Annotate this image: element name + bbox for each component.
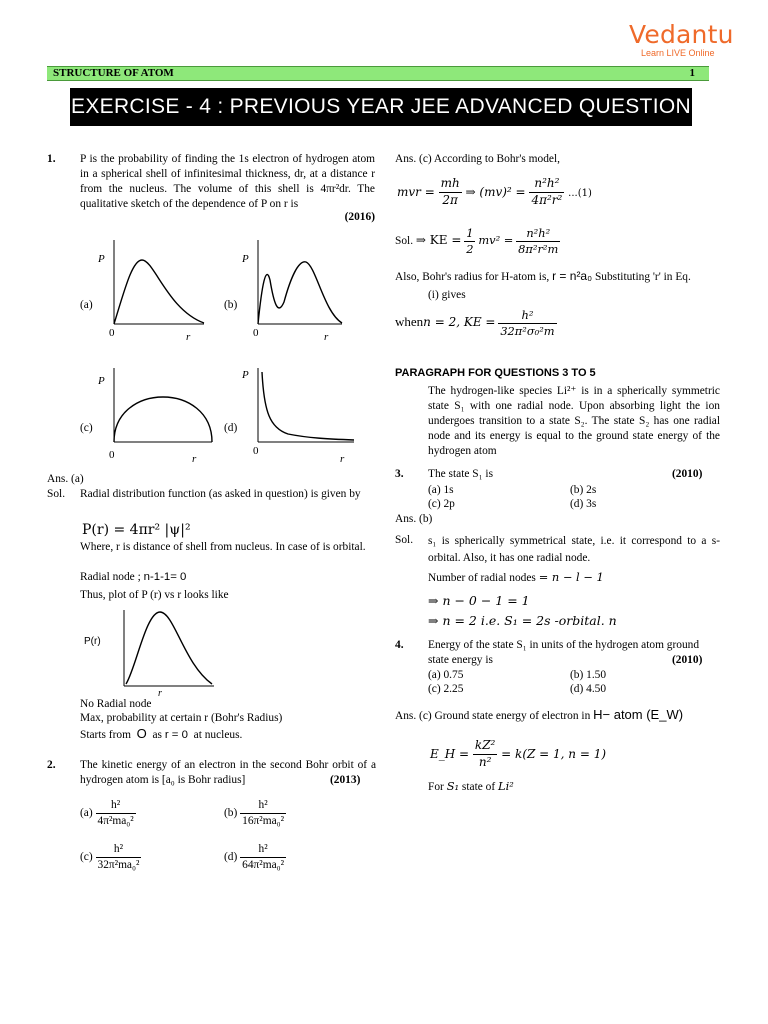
sol1-radial-node-value: n-1-1= 0 (143, 571, 187, 583)
plot-b-origin: 0 (253, 327, 259, 339)
brand-logo (629, 20, 734, 60)
q1-option-d-label: (d) (224, 422, 238, 434)
sol1-starts-o: O (136, 726, 147, 741)
plot-b-xlabel: r (324, 331, 329, 343)
q2-option-a (80, 798, 136, 829)
q2-option-b-label: (b) (224, 807, 238, 820)
q4-text: Energy of the state S₁ in units of the hydrogen atom ground state energy is (428, 639, 700, 667)
plot-b (241, 240, 342, 343)
q4-for-state: state of (461, 781, 496, 793)
q4-answer-atom: H− atom (E_W) (593, 707, 684, 722)
q2-option-d (224, 842, 286, 873)
ans2-ke (395, 226, 560, 257)
ans2-eq1 (397, 176, 592, 209)
ans2-radius: r = n²a₀ (552, 269, 593, 283)
q2-option-b (224, 798, 286, 829)
ans2-eq1-f2d: 4π²r² (531, 192, 563, 207)
ans2-ke-f1n: 1 (464, 226, 475, 242)
q3-sol-line2-eq: = n − l − 1 (538, 570, 604, 584)
ans2-ke-f1d: 2 (466, 242, 474, 257)
sol1-line1: Radial distribution function (as asked in question) is given by (80, 488, 361, 500)
plot-d (241, 368, 354, 465)
q3-number: 3. (395, 468, 404, 480)
ans2-when-fn: h² (498, 308, 556, 324)
q3-option-d: (d) 3s (570, 498, 597, 510)
q4-for (428, 779, 514, 795)
ans2-when-fd: 32π²σ₀²m (500, 324, 555, 339)
q2-option-b-den: 16π²ma₀² (242, 815, 285, 828)
q3-option-c: (c) 2p (428, 498, 455, 510)
plot-d-origin: 0 (253, 445, 259, 457)
q1-option-plots (92, 232, 392, 468)
exercise-banner: EXERCISE - 4 : PREVIOUS YEAR JEE ADVANCED QUESTION (70, 88, 692, 126)
ans2-eq1-tag: ...(1) (568, 187, 592, 199)
q3-sol-line1: s₁ is spherically symmetrical state, i.e. it correspond to a s-orbital. Also, it has one radial node. (428, 535, 720, 565)
q2-option-c-label: (c) (80, 851, 93, 864)
ans2-eq1-left: mvr = (397, 184, 435, 199)
sol1-max-prob: Max, probability at certain r (Bohr's Radius) (80, 712, 283, 724)
q2-option-d-num: h² (240, 842, 286, 858)
sol1-no-node: No Radial node (80, 698, 152, 710)
q2-option-a-den: 4π²ma₀² (97, 815, 134, 828)
plot-b-ylabel: P (242, 253, 249, 265)
q4-eh-right: = k(Z = 1, n = 1) (501, 746, 607, 761)
ans2-also-text: Also, Bohr's radius for H-atom is, (395, 271, 550, 283)
ans2-eq1-f2n: n²h² (529, 176, 564, 193)
q2-option-a-label: (a) (80, 807, 93, 820)
sol1-starts-b: as (152, 729, 162, 741)
q4-eh-eq (430, 738, 606, 771)
sol1-plot-xlabel: r (158, 688, 162, 696)
paragraph-text: The hydrogen-like species Li²⁺ is in a spherically symmetric state S₁ with one radial node. Upon absorbing light the ion undergoes transition to a state S₂. The state S₂ has one radial node and its energy is equal to the ground state energy of the hydrogen atom (428, 385, 720, 458)
ans2-ke-f2n: n²h² (516, 226, 560, 242)
q1-number: 1. (47, 153, 56, 165)
ans2-intro: Ans. (c) According to Bohr's model, (395, 153, 560, 165)
q3-option-a: (a) 1s (428, 484, 454, 496)
q4-eh-left: E_H = (430, 746, 470, 761)
ans2-when (395, 308, 557, 339)
ans2-when-eq: n = 2, KE = (423, 315, 496, 330)
plot-a-xlabel: r (186, 331, 191, 343)
q4-option-b: (b) 1.50 (570, 669, 607, 681)
q3-text: The state S₁ is (428, 468, 494, 480)
q2-option-c (80, 842, 141, 873)
q2-option-d-label: (d) (224, 851, 238, 864)
ans2-eq1-mid: ⇒ (mv)² = (465, 184, 526, 199)
q4-eh-fd: n² (478, 754, 492, 769)
paragraph-heading: PARAGRAPH FOR QUESTIONS 3 TO 5 (395, 367, 596, 379)
sol1-radial-node-label: Radial node ; (80, 571, 141, 583)
q3-sol-line2 (428, 570, 604, 586)
chapter-strip (47, 66, 709, 81)
q4-option-d: (d) 4.50 (570, 683, 607, 695)
sol1-formula: P(r) = 4πr² |ψ|² (82, 522, 191, 538)
q4-option-c: (c) 2.25 (428, 683, 464, 695)
q2-option-a-num: h² (96, 798, 136, 814)
q3-sol-line4: ⇒ n = 2 i.e. S₁ = 2s -orbital. n (428, 613, 617, 628)
q2-option-c-den: 32π²ma₀² (97, 859, 140, 872)
brand-tagline: Learn LIVE Online (641, 48, 715, 58)
plot-c (97, 368, 212, 465)
ans2-subst: Substituting 'r' in Eq. (594, 271, 691, 283)
plot-d-xlabel: r (340, 453, 345, 465)
sol1-answer: Ans. (a) (47, 473, 84, 485)
sol1-starts-a: Starts from (80, 729, 131, 741)
sol1-starts-r: r = 0 (164, 729, 188, 741)
q4-for-li: Li² (498, 779, 514, 793)
q4-answer-text: Ans. (c) Ground state energy of electron in (395, 710, 591, 722)
sol1-thus: Thus, plot of P (r) vs r looks like (80, 589, 229, 601)
sol1-radial-node (80, 570, 186, 585)
q1-option-a-label: (a) (80, 299, 93, 311)
q4-option-a: (a) 0.75 (428, 669, 464, 681)
q2-option-d-den: 64π²ma₀² (242, 859, 285, 872)
plot-c-origin: 0 (109, 449, 115, 461)
plot-c-xlabel: r (192, 453, 197, 465)
q1-option-c-label: (c) (80, 422, 93, 434)
sol1-starts-c: at nucleus. (193, 729, 243, 741)
q4-year: (2010) (672, 654, 703, 666)
q2-number: 2. (47, 759, 56, 771)
q3-answer: Ans. (b) (395, 513, 433, 525)
q3-sol-line2-text: Number of radial nodes (428, 572, 536, 584)
ans2-also (395, 269, 725, 285)
sol1-starts (80, 725, 242, 743)
q1-option-b-label: (b) (224, 299, 238, 311)
q4-for-label: For (428, 781, 444, 793)
sol1-where: Where, r is distance of shell from nucleus. In case of is orbital. (80, 541, 366, 553)
q3-sol-label: Sol. (395, 534, 414, 546)
q3-sol-line3: ⇒ n − 0 − 1 = 1 (428, 593, 530, 608)
q2-year: (2013) (330, 774, 361, 786)
plot-d-ylabel: P (242, 369, 249, 381)
sol1-label: Sol. (47, 488, 66, 500)
plot-a (97, 240, 204, 343)
q4-eh-fn: kZ² (473, 738, 497, 755)
q4-number: 4. (395, 639, 404, 651)
ans2-ke-left: ⇒ KE = (415, 233, 462, 248)
page-number: 1 (689, 67, 695, 79)
chapter-title: STRUCTURE OF ATOM (53, 67, 174, 79)
plot-a-origin: 0 (109, 327, 115, 339)
q3-year: (2010) (672, 468, 703, 480)
q1-year: (2016) (344, 211, 375, 223)
plot-c-ylabel: P (98, 375, 105, 387)
q2-text: The kinetic energy of an electron in the second Bohr orbit of a hydrogen atom is [a₀ is Bohr radius] (80, 759, 376, 787)
q4-for-s: S₁ (446, 779, 460, 793)
sol1-plot-ylabel: P(r) (84, 636, 101, 647)
q1-text (80, 152, 375, 212)
sol1-plot (80, 604, 220, 696)
brand-name: Vedantu (629, 20, 734, 49)
ans2-eq1-f1n: mh (439, 176, 462, 193)
q1-question: P is the probability of finding the 1s electron of hydrogen atom in a spherical shell of infinitesimal thickness, dr, at a distance r from the nucleus. The volume of this shell is 4πr²dr. The qualitative sketch of the dependence of P on r is (80, 153, 375, 211)
ans2-sol-label: Sol. (395, 235, 414, 248)
ans2-gives: (i) gives (428, 289, 466, 301)
ans2-when-label: when (395, 314, 424, 330)
q2-option-b-num: h² (240, 798, 286, 814)
ans2-ke-mid: mv² = (478, 233, 514, 248)
plot-a-ylabel: P (98, 253, 105, 265)
ans2-eq1-f1d: 2π (442, 192, 458, 207)
q4-answer (395, 706, 683, 724)
q2-option-c-num: h² (96, 842, 142, 858)
ans2-ke-f2d: 8π²r²m (518, 242, 559, 257)
q3-option-b: (b) 2s (570, 484, 597, 496)
